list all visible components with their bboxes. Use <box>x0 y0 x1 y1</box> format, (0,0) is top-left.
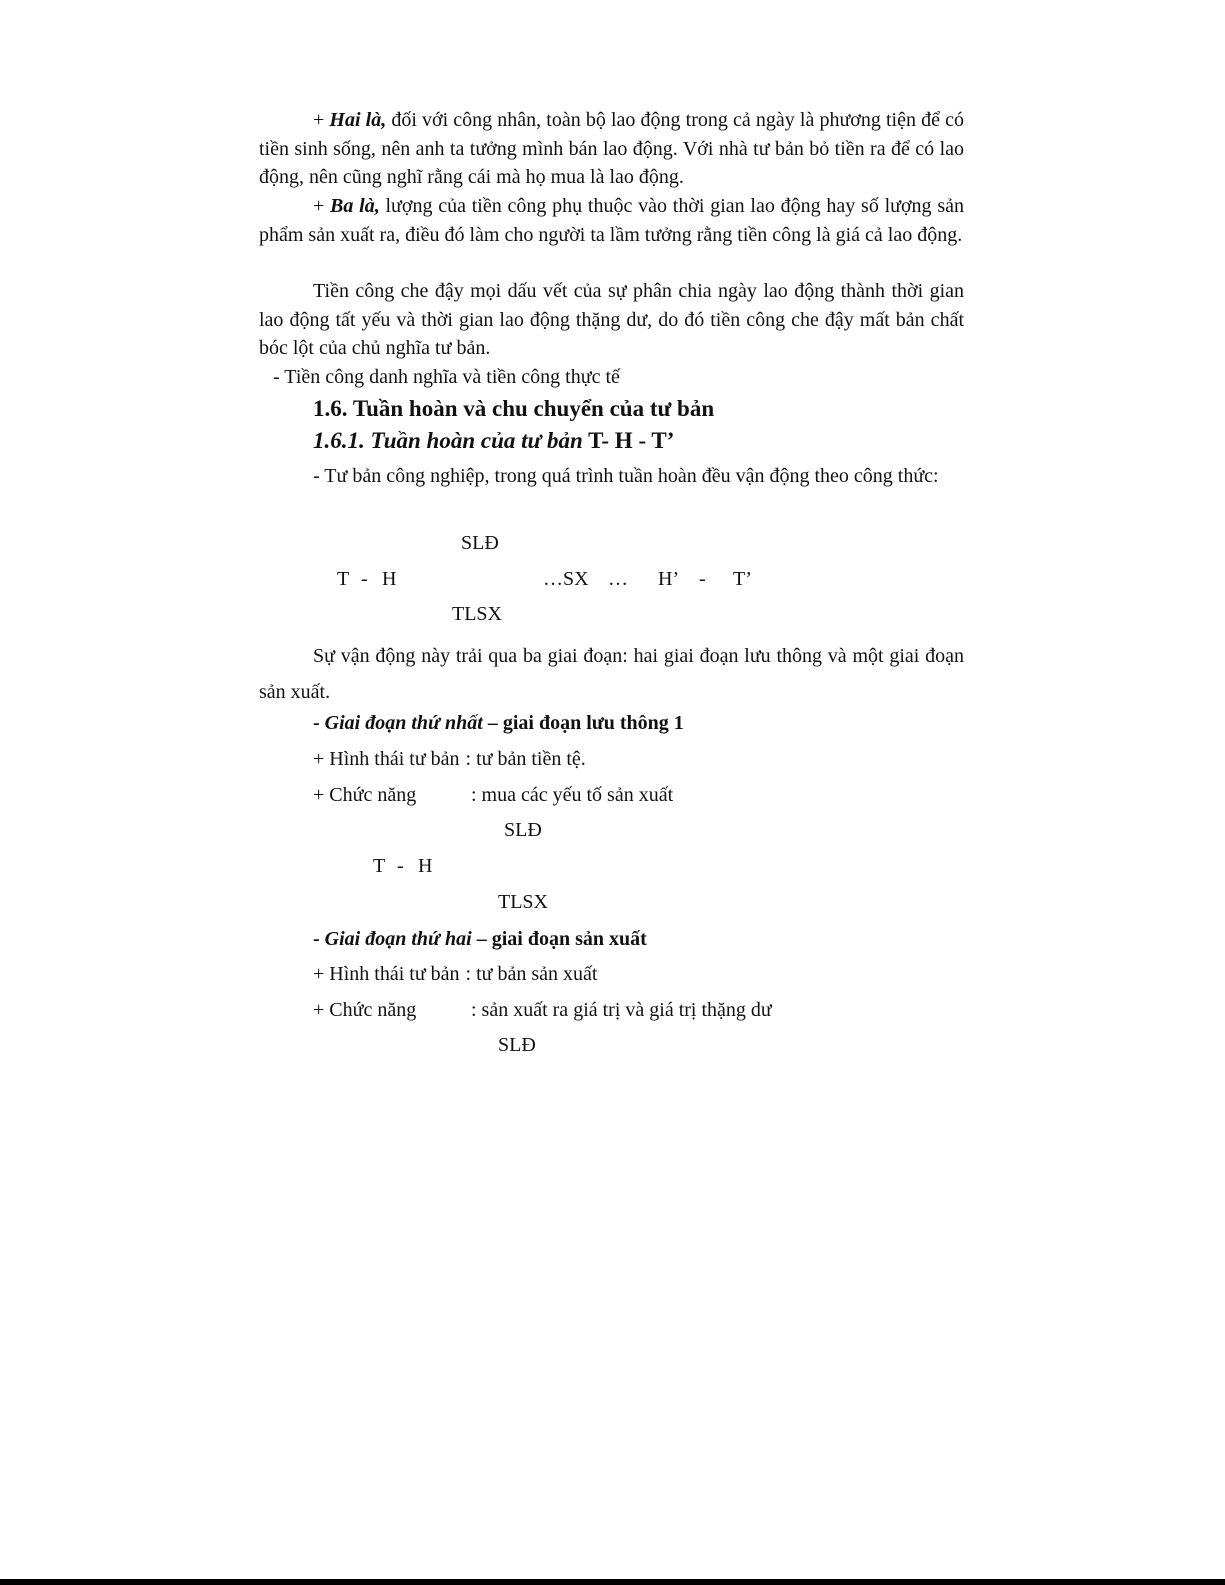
formula-t: T <box>337 568 350 590</box>
stage-one-form <box>313 746 586 772</box>
stage-dash: - <box>313 712 325 734</box>
section-heading: 1.6. Tuần hoàn và chu chuyển của tư bản <box>313 396 715 421</box>
paragraph-lead-bold: Ba là, <box>330 195 380 217</box>
stage-title-bold: – giai đoạn sản xuất <box>471 928 647 950</box>
list-item-tien-cong: - Tiền công danh nghĩa và tiền công thực tế <box>273 366 620 388</box>
subsection-heading-italic: 1.6.1. Tuần hoàn của tư bản <box>313 428 583 453</box>
formula-ellipsis: … <box>608 568 628 590</box>
stage-label: + Hình thái tư bản <box>313 748 460 770</box>
formula-h: H <box>418 855 433 877</box>
stage-two-function <box>313 997 772 1023</box>
paragraph-marker: + <box>313 195 331 217</box>
stage-dash: - <box>313 928 325 950</box>
stage-two-form <box>313 961 597 987</box>
stage-title-italic: Giai đoạn thứ hai <box>324 928 472 950</box>
formula-t-prime: T’ <box>733 568 752 590</box>
formula-t: T <box>373 855 386 877</box>
paragraph-text: Tiền công che đậy mọi dấu vết của sự phân chia ngày lao động thành thời gian lao động tất yếu và thời gian lao động thặng dư, do đó tiền công che đậy mất bản chất bóc lột của chủ nghĩa tư bản. <box>259 280 964 359</box>
stage-title-bold: – giai đoạn lưu thông 1 <box>482 712 684 734</box>
stage-label: + Hình thái tư bản <box>313 963 460 985</box>
formula-dash: - <box>699 568 706 590</box>
stage-value: : tư bản sản xuất <box>465 963 598 985</box>
subsection-heading-formula: T- H - T’ <box>582 428 675 453</box>
stage-label: + Chức năng <box>313 784 417 806</box>
stage-value: : tư bản tiền tệ. <box>465 748 586 770</box>
stage-value: : sản xuất ra giá trị và giá trị thặng dư <box>471 999 772 1021</box>
stage-two-title <box>313 926 647 952</box>
paragraph-tien-cong <box>259 277 964 363</box>
paragraph-ba-la <box>259 192 964 249</box>
stage-one-function <box>313 782 673 808</box>
paragraph-marker: + <box>313 109 330 131</box>
paragraph-text: lượng của tiền công phụ thuộc vào thời gian lao động hay số lượng sản phẩm sản xuất ra, điều đó làm cho người ta lầm tưởng rằng tiền công là giá cả lao động. <box>259 195 964 246</box>
paragraph-circuit-intro: - Tư bản công nghiệp, trong quá trình tuần hoàn đều vận động theo công thức: <box>313 465 939 487</box>
formula-labor-power: SLĐ <box>504 819 542 841</box>
page-bottom-border <box>0 1579 1225 1585</box>
formula-labor-power: SLĐ <box>461 532 499 554</box>
formula-h-prime: H’ <box>658 568 680 590</box>
formula-means-of-production: TLSX <box>452 603 502 625</box>
formula-h: H <box>382 568 397 590</box>
paragraph-hai-la <box>259 106 964 192</box>
stage-label: + Chức năng <box>313 999 417 1021</box>
paragraph-lead-bold: Hai là, <box>329 109 387 131</box>
stage-value: : mua các yếu tố sản xuất <box>471 784 674 806</box>
formula-dash: - <box>361 568 368 590</box>
formula-means-of-production: TLSX <box>498 891 548 913</box>
paragraph-text: đối với công nhân, toàn bộ lao động trong cả ngày là phương tiện để có tiền sinh sống, nên anh ta tưởng mình bán lao động. Với nhà tư bản bỏ tiền ra để có lao động, nên cũng nghĩ rằng cái mà họ mua là lao động. <box>259 109 964 188</box>
formula-dash: - <box>397 855 404 877</box>
paragraph-stages-intro: Sự vận động này trải qua ba giai đoạn: hai giai đoạn lưu thông và một giai đoạn sản xuất. <box>259 645 964 703</box>
stage-one-title <box>313 710 684 736</box>
stage-title-italic: Giai đoạn thứ nhất <box>324 712 483 734</box>
subsection-heading <box>313 426 674 456</box>
formula-production: …SX <box>543 568 589 590</box>
formula-labor-power: SLĐ <box>498 1034 536 1056</box>
